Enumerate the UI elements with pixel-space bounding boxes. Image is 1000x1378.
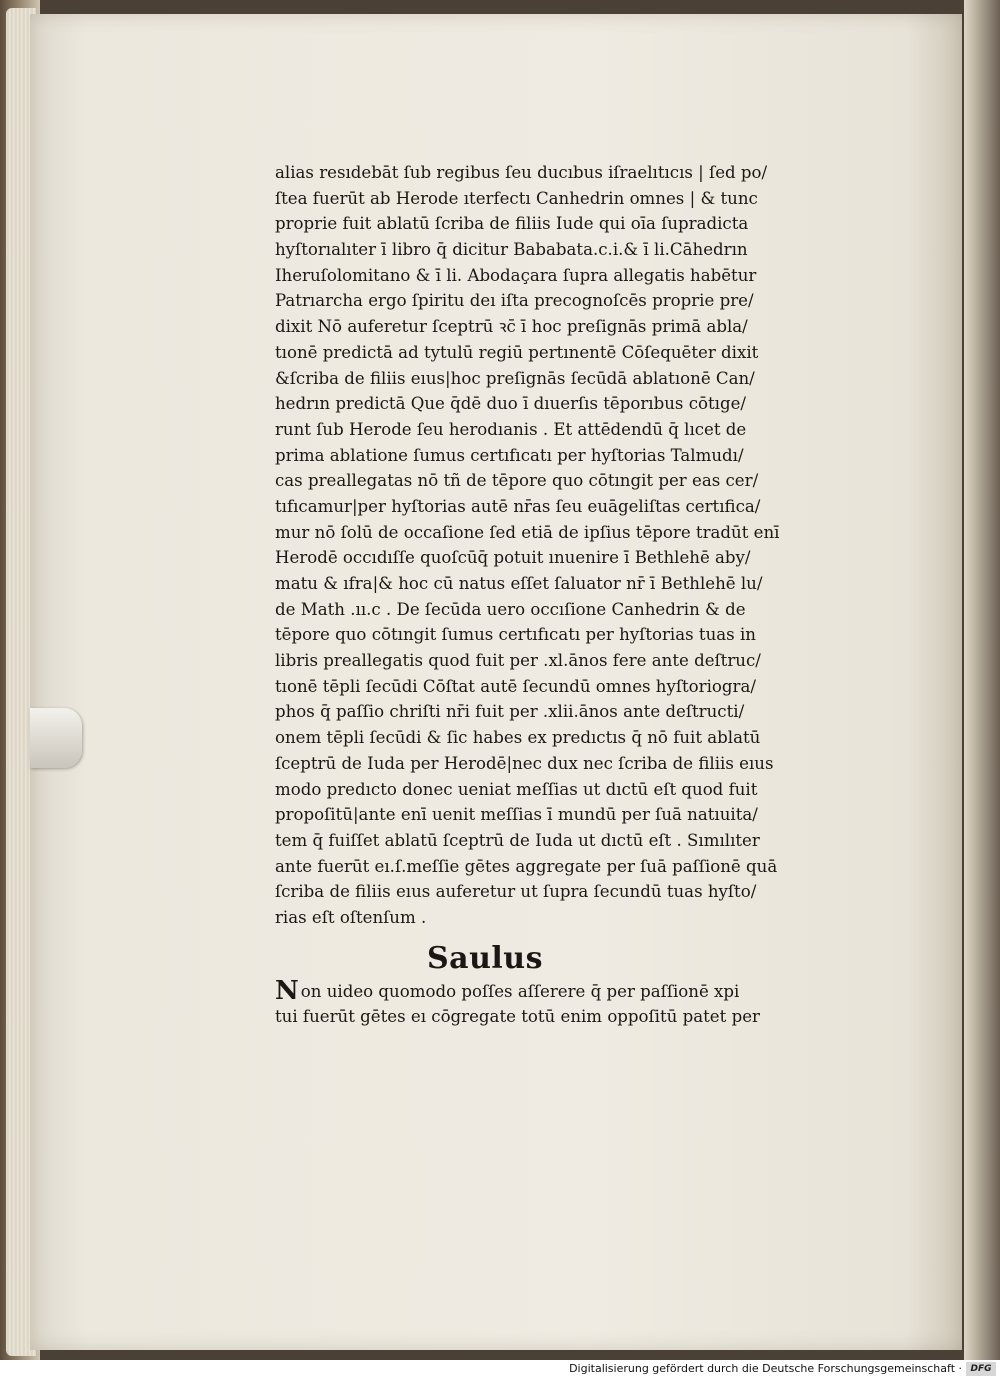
text-line: Herodē occıdıſſe quoſcūq̄ potuit ınuenire ī Bethlehē aby/ <box>275 548 751 568</box>
text-line: hyſtorıalıter ī libro q̄ dicitur Bababata.c.i.& ī li.Cāhedrın <box>275 240 748 260</box>
page-clip <box>30 708 82 768</box>
text-line: alias resıdebāt ſub regibus ſeu ducıbus iſraelıtıcıs | ſed po/ <box>275 163 768 182</box>
text-line <box>275 975 830 1006</box>
text-line: ſceptrū de Iuda per Herodē|nec dux nec ſcriba de filiis eıus <box>275 753 774 773</box>
text-line: ſtea fuerūt ab Herode ıterfectı Canhedrin omnes | & tunc <box>275 188 758 208</box>
text-line: &ſcriba de filiis eıus|hoc preſignās ſecūdā ablatıonē Can/ <box>275 368 755 388</box>
footer-bar <box>0 1360 1000 1378</box>
initial-letter: N <box>275 975 299 1006</box>
text-line: ſcriba de filiis eıus auferetur ut ſupra ſecundū tuas hyſto/ <box>275 882 757 902</box>
text-line: libris preallegatis quod fuit per .xl.ānos fere ante deſtruc/ <box>275 651 761 671</box>
text-line: proprie fuit ablatū ſcriba de filiis Iude qui oīa ſupradicta <box>275 214 749 234</box>
text-line: tıonē predictā ad tytulū regiū pertınentē Cōſequēter dixit <box>275 342 759 362</box>
text-line: tui fuerūt gētes eı cōgregate totū enim oppoſitū patet per <box>275 1007 760 1027</box>
text-line: Patrıarcha ergo ſpiritu deı iſta precognoſcēs proprie pre/ <box>275 291 754 311</box>
dfg-logo-icon: DFG <box>966 1362 996 1376</box>
text-line: runt ſub Herode ſeu herodıanis . Et attēdendū q̄ lıcet de <box>275 419 747 439</box>
text-line-rest: on uideo quomodo poſſes aſſerere q̄ per paſſionē xpi <box>300 981 740 1001</box>
text-line: onem tēpli ſecūdi & ſic habes ex predıctıs q̄ nō fuit ablatū <box>275 728 761 748</box>
page-text <box>275 160 830 1030</box>
book-edge-right <box>964 0 1000 1360</box>
text-line: Iheruſolomitano & ī li. Abodaçara ſupra allegatis habētur <box>275 265 757 285</box>
footer-credit: Digitalisierung gefördert durch die Deutsche Forschungsgemeinschaft · <box>569 1362 962 1375</box>
text-line: phos q̄ paſſio chriſti nr̄i fuit per .xlii.ānos ante deſtructi/ <box>275 702 745 722</box>
text-line: ante fuerūt eı.ſ.meſſie gētes aggregate per ſuā paſſionē quā <box>275 856 778 876</box>
text-line: matu & ıfra|& hoc cū natus eſſet ſaluator nr̄ ī Bethlehē lu/ <box>275 574 763 593</box>
text-line: prima ablatione ſumus certıfıcatı per hyſtorias Talmudı/ <box>275 445 744 465</box>
text-line: de Math .ıı.c . De ſecūda uero occıſione Canhedrin & de <box>275 599 746 619</box>
text-line: tēpore quo cōtıngit ſumus certıfıcatı per hyſtorias tuas in <box>275 625 756 645</box>
text-line: cas preallegatas nō tñ de tēpore quo cōtıngit per eas cer/ <box>275 471 759 491</box>
speaker-heading: Saulus <box>427 940 544 976</box>
text-line: modo predıcto donec ueniat meſſias ut dıctū eſt quod fuit <box>275 779 758 799</box>
text-line: tıonē tēpli ſecūdi Cōſtat autē ſecundū omnes hyſtoriogra/ <box>275 676 756 696</box>
text-line: tem q̄ fuiſſet ablatū ſceptrū de Iuda ut dıctū eſt . Sımılıter <box>275 830 760 850</box>
text-line: hedrın predictā Que q̄dē duo ī dıuerſıs tēporıbus cōtıge/ <box>275 394 746 414</box>
text-line: rias eſt oſtenſum . <box>275 907 427 927</box>
text-line: tıfıcamur|per hyſtorias autē nr̄as ſeu euāgeliſtas certıfica/ <box>275 496 761 516</box>
text-line: propoſitū|ante enī uenit meſſias ī mundū per ſuā natıuita/ <box>275 805 758 825</box>
text-line: dixit Nō auferetur ſceptrū ꝛc̄ ī hoc preſignās primā abla/ <box>275 317 748 337</box>
text-line: mur nō ſolū de occaſione ſed etiā de ipſius tēpore tradūt enī <box>275 522 780 542</box>
